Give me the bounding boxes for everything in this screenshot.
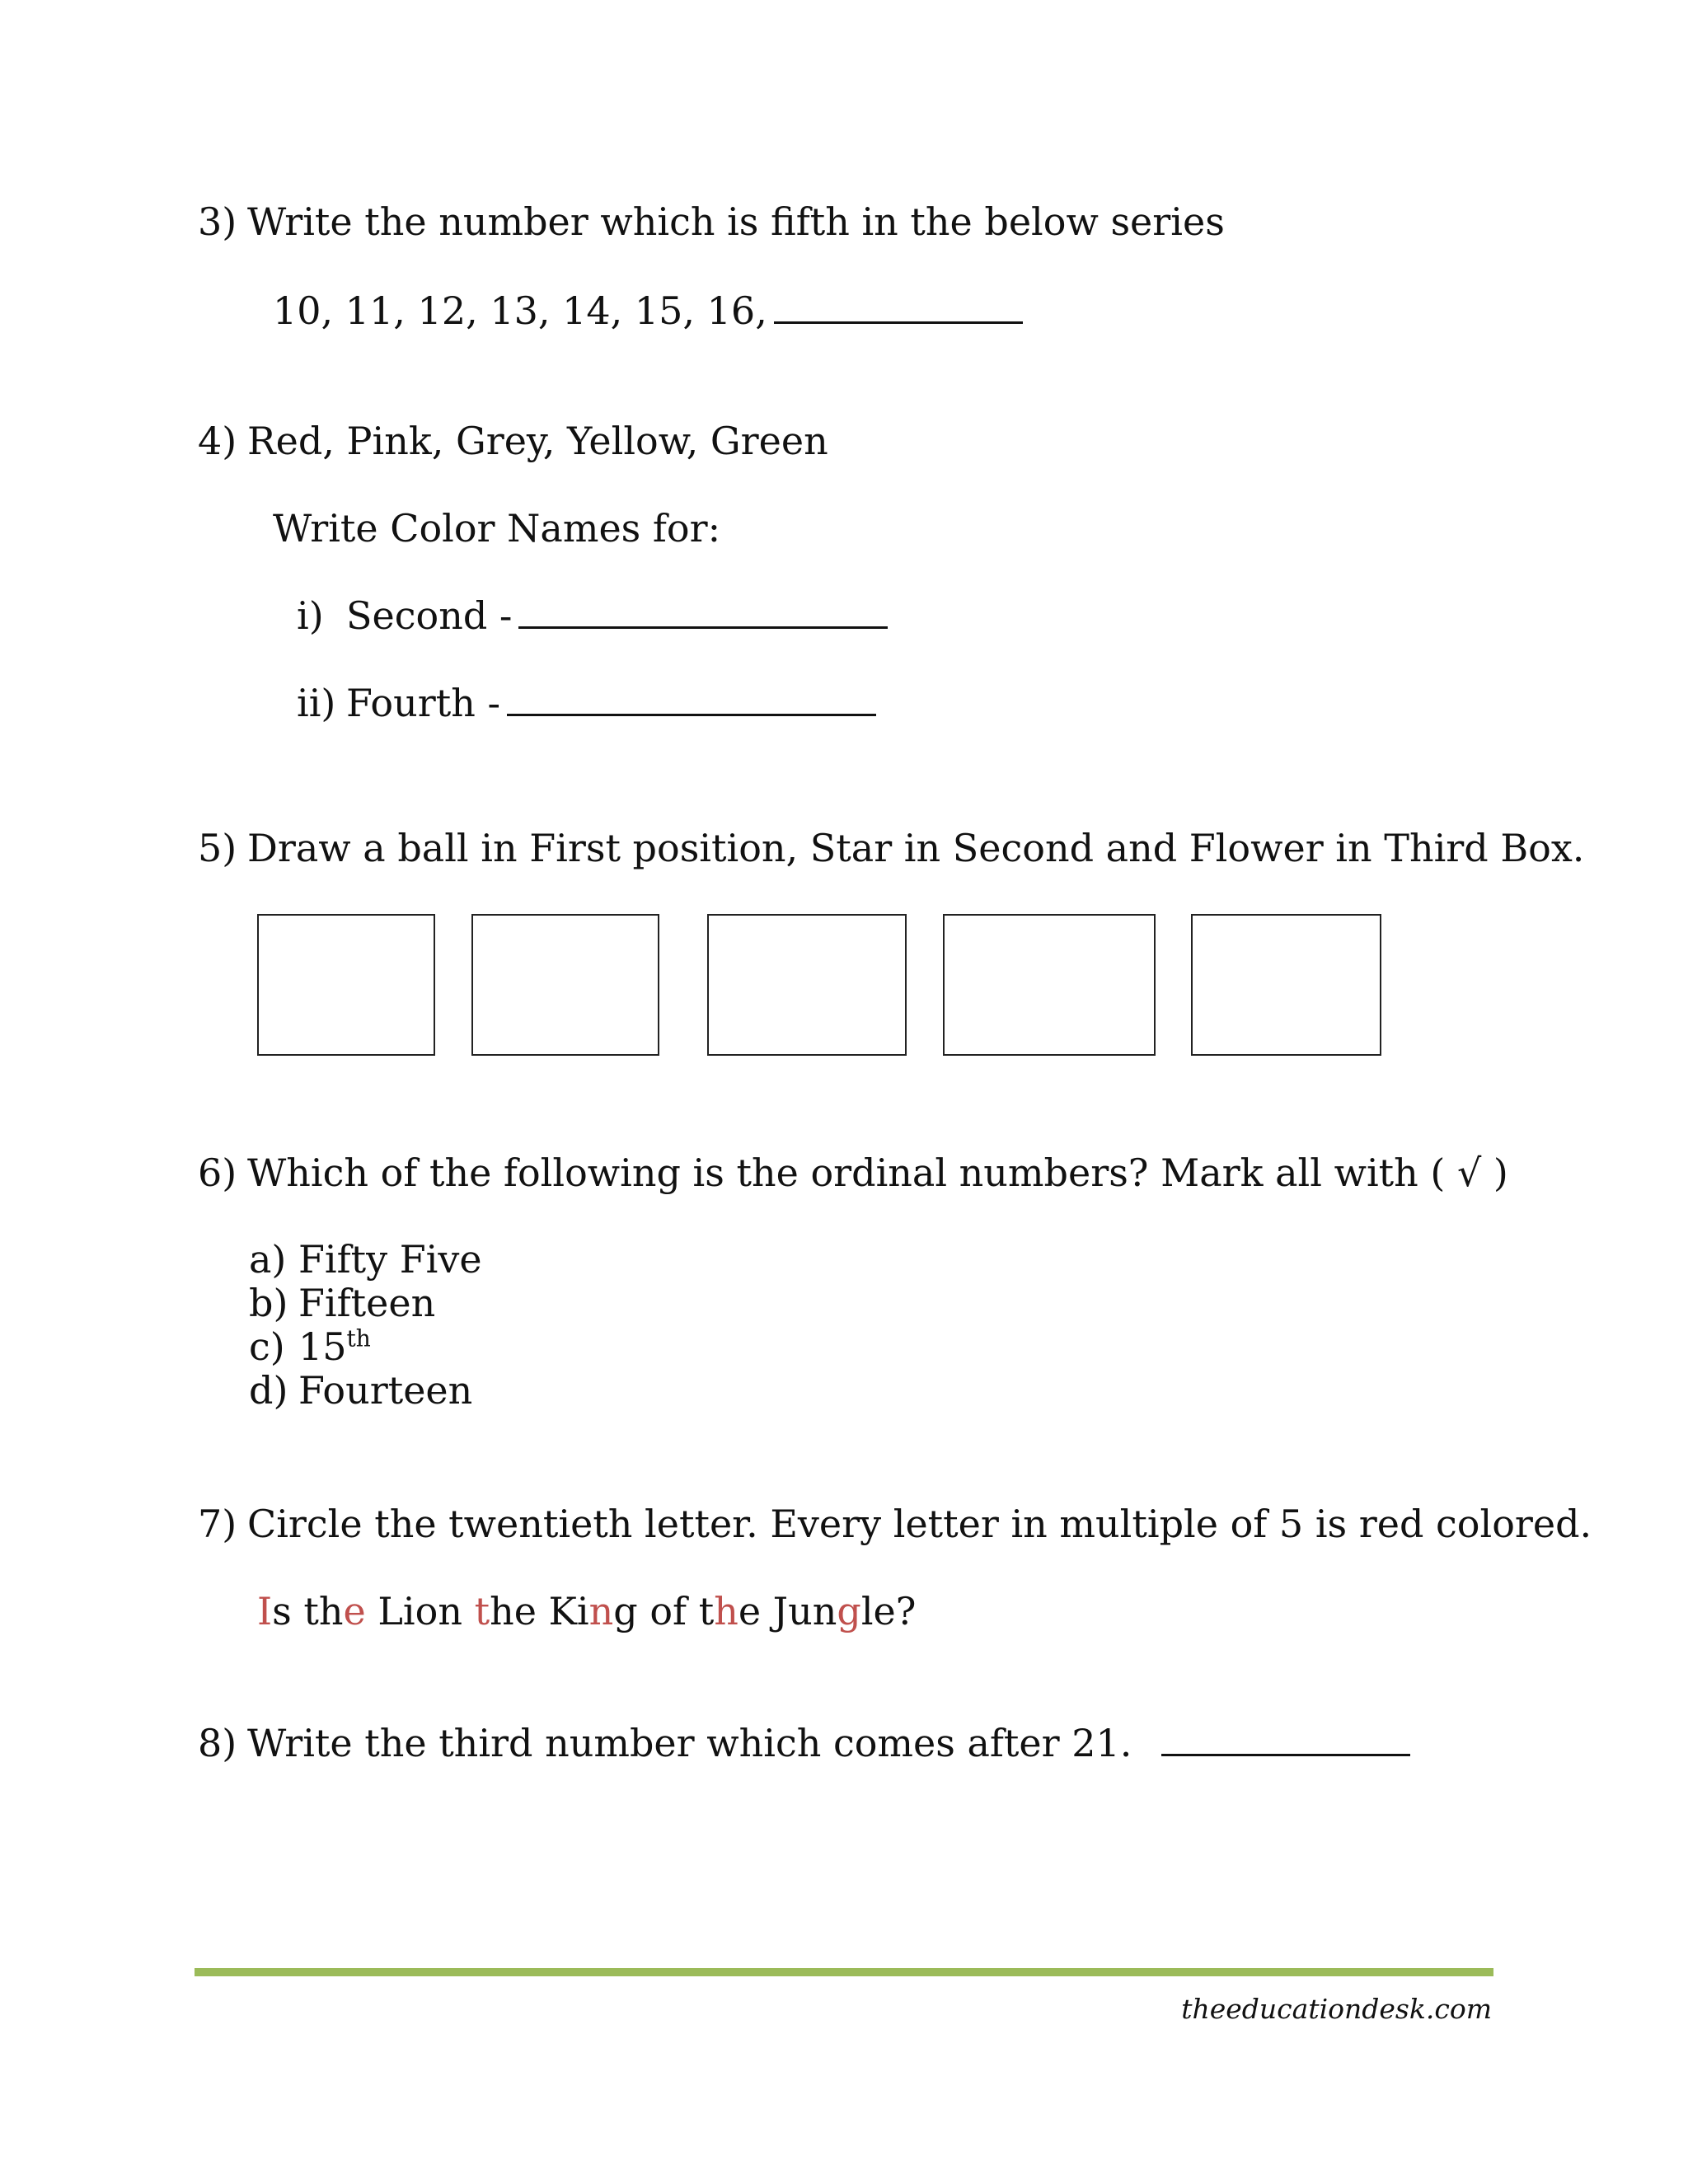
question-number: 4)	[198, 419, 237, 463]
series-text: 10, 11, 12, 13, 14, 15, 16,	[273, 288, 767, 333]
option-c[interactable]	[249, 1324, 371, 1369]
letter-run[interactable]: Lion	[365, 1589, 475, 1633]
question-text: Circle the twentieth letter. Every letter in multiple of 5 is red colored.	[247, 1502, 1592, 1546]
question-3	[198, 199, 1225, 244]
option-tag: d)	[249, 1368, 288, 1413]
answer-blank[interactable]	[1161, 1726, 1410, 1756]
drawing-box-3[interactable]	[707, 914, 907, 1056]
question-text: Write the number which is fifth in the below series	[247, 199, 1225, 244]
letter-run[interactable]: le?	[860, 1589, 917, 1633]
option-label: 15	[298, 1324, 347, 1369]
option-a[interactable]	[249, 1237, 482, 1282]
letter-red[interactable]: I	[257, 1589, 273, 1633]
option-b[interactable]	[249, 1281, 436, 1325]
color-item-second	[297, 593, 888, 638]
color-item-fourth	[297, 681, 876, 725]
item-tag: i)	[297, 593, 324, 638]
answer-blank[interactable]	[774, 293, 1023, 324]
item-label: Second -	[346, 593, 513, 638]
question-text: Red, Pink, Grey, Yellow, Green	[247, 419, 828, 463]
option-label: Fifteen	[298, 1281, 436, 1325]
question-6	[198, 1151, 1508, 1195]
question-4	[198, 419, 828, 463]
question-number: 3)	[198, 199, 237, 244]
question-5	[198, 826, 1585, 870]
letter-red[interactable]: n	[588, 1589, 614, 1633]
answer-blank[interactable]	[518, 598, 888, 629]
question-number: 8)	[198, 1721, 237, 1765]
letter-run[interactable]: e Jun	[738, 1589, 837, 1633]
option-label: Fourteen	[298, 1368, 473, 1413]
drawing-box-4[interactable]	[943, 914, 1156, 1056]
option-tag: c)	[249, 1324, 285, 1369]
letter-red[interactable]: h	[714, 1589, 738, 1633]
letter-red[interactable]: g	[837, 1589, 861, 1633]
question-text: Write the third number which comes after 21.	[247, 1721, 1132, 1765]
question-number: 6)	[198, 1151, 237, 1195]
option-d[interactable]	[249, 1368, 473, 1413]
color-prompt: Write Color Names for:	[273, 506, 721, 551]
letter-run[interactable]: he Ki	[490, 1589, 589, 1633]
option-label: Fifty Five	[298, 1237, 482, 1282]
letter-sentence	[257, 1589, 917, 1633]
question-8	[198, 1721, 1410, 1765]
question-7	[198, 1502, 1592, 1546]
option-superscript: th	[346, 1324, 371, 1352]
footer-site: theeducationdesk.com	[1181, 1993, 1492, 2025]
item-label: Fourth -	[346, 681, 500, 725]
letter-red[interactable]: e	[343, 1589, 366, 1633]
drawing-box-1[interactable]	[257, 914, 435, 1056]
option-tag: b)	[249, 1281, 288, 1325]
footer-divider	[195, 1968, 1493, 1976]
letter-run[interactable]: g of t	[613, 1589, 715, 1633]
question-text: Draw a ball in First position, Star in Second and Flower in Third Box.	[247, 826, 1585, 870]
drawing-box-5[interactable]	[1191, 914, 1381, 1056]
letter-run[interactable]: s th	[272, 1589, 344, 1633]
item-tag: ii)	[297, 681, 336, 725]
answer-blank[interactable]	[507, 686, 876, 716]
question-number: 5)	[198, 826, 237, 870]
letter-red[interactable]: t	[474, 1589, 490, 1633]
question-text: Which of the following is the ordinal numbers? Mark all with ( √ )	[247, 1151, 1508, 1195]
number-series	[273, 288, 1023, 333]
question-number: 7)	[198, 1502, 237, 1546]
option-tag: a)	[249, 1237, 287, 1282]
drawing-box-2[interactable]	[471, 914, 659, 1056]
